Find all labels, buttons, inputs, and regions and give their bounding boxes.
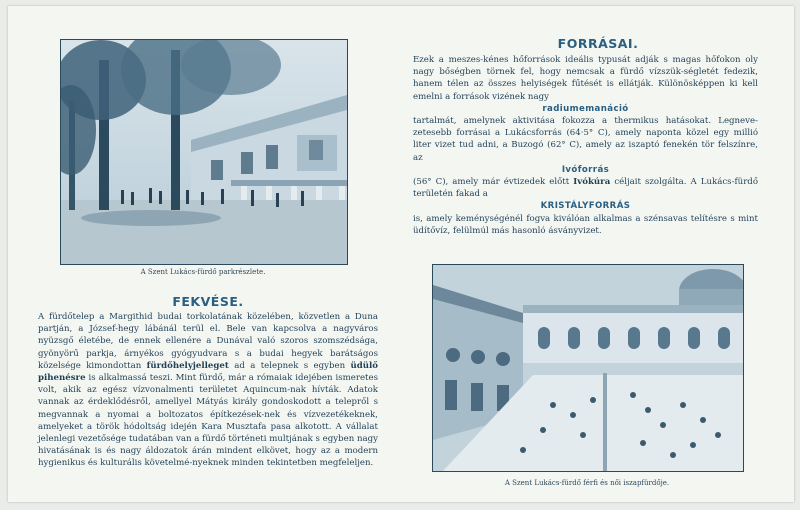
pool-photo-caption: A Szent Lukács-fürdő férfi és női iszapfürdője. <box>504 479 670 487</box>
fekvese-text <box>38 311 378 470</box>
forrasai-intro: Ezek a meszes-kénes hőforrások ideális typusát adják s magas hőfokon oly nagy bőségben törnek fel, hogy nemcsak a fürdő vízszük-ségletét fedezik, hanem télen az összes helyiségek fűtését is ellátják. Különösképpen ki kell emelni a források vizének nagy <box>413 55 758 102</box>
fekvese-paragraph-2: ad a telepnek s egyben <box>234 360 346 371</box>
park-photo-caption: A Szent Lukács-fürdő parkrészlete. <box>140 268 266 276</box>
kristalyforras-subhead: KRISTÁLYFORRÁS <box>540 201 631 212</box>
forrasai-text <box>413 54 758 237</box>
forrasai-paragraph-3a: (56° C), amely már évtizedek előtt <box>413 177 570 188</box>
forrasai-paragraph-3b: céljait szolgálta. A Lukács-fürdő területén fakad a <box>413 177 758 200</box>
fekvese-heading: FEKVÉSE. <box>172 294 244 309</box>
ivokura-bold: Ivókúra <box>573 177 611 188</box>
pool-photo <box>432 264 744 472</box>
ivoforras-subhead: Ivóforrás <box>561 164 610 175</box>
forrasai-paragraph-2: tartalmát, amelynek aktivitása fokozza a thermikus hatásokat. Legneve-zetesebb forrásai a Lukácsforrás (64·5° C), amely naponta közel egy millió liter vizet tud adni, a Buzogó (62° C), amely az iszaptó fenekén tör felszínre, az <box>413 116 758 163</box>
fekvese-bold-2: üdülő pihenésre <box>38 360 378 384</box>
park-illustration <box>61 40 347 264</box>
forrasai-paragraph-4: is, amely keménységénél fogva kiválóan alkalmas a szénsavas telítésre s mint üdítővíz, felülmúl más hasonló ásványvizet. <box>413 213 758 236</box>
fekvese-paragraph-3: is alkalmassá teszi. Mint fürdő, már a rómaiak idejében ismeretes volt, akik az egész vízvonalmenti területet Aquincum-nak hívták. Adatok vannak az érdeklődésről, amellyel Mátyás király gondoskodott a telepről s megvannak a nyomai a boltozatos építkezések-nek és vízvezetékeknek, amelyeket a török hódoltság idején Kara Musztafa pasa alkotott. A vállalat jelenlegi vezetősége tudatában van a fürdő történeti multjának s egyben nagy hivatásának is és nagy áldozatok árán mindent elkövet, hogy az a modern hygienikus és kulturális követelmé-nyeknek minden tekintetben megfeleljen. <box>38 373 378 469</box>
park-photo <box>60 39 348 265</box>
pool-illustration <box>433 265 743 471</box>
forrasai-heading: FORRÁSAI. <box>557 36 639 51</box>
radiumemanacio-subhead: radiumemanáció <box>542 103 629 114</box>
fekvese-bold-1: fürdőhelyjelleget <box>146 360 229 371</box>
fekvese-paragraph-1: A fürdőtelep a Margithid budai torkolatának közelében, közvetlen a Duna partján, a József-hegy lábánál terül el. Bele van kapcsolva a nagyváros nyüzsgő életébe, de ennek ellenére a Dunával való szoros szomszédsága, gyönyörű parkja, árnyékos gyógyudvara s a budai hegyek barátságos közelsége kimondottan <box>38 312 378 371</box>
brochure-page <box>8 6 794 502</box>
